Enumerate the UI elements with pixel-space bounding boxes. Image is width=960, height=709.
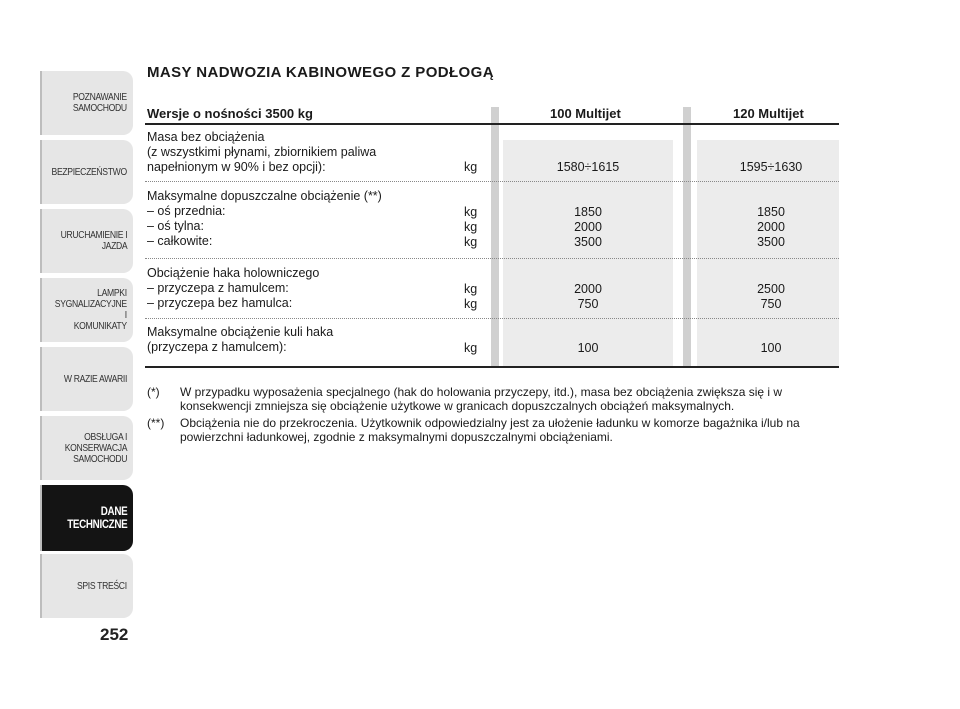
- row-divider: [145, 258, 839, 259]
- footnotes: [147, 385, 847, 447]
- footnote: [147, 416, 847, 444]
- row-label-ball-load: Maksymalne obciążenie kuli haka (przyczepa z hamulcem):: [147, 325, 334, 354]
- row-label-max-load: Maksymalne dopuszczalne obciążenie (**) – oś przednia: – oś tylna: – całkowite:: [147, 189, 382, 248]
- footnote-mark: (**): [147, 416, 165, 430]
- tab-w-razie-awarii[interactable]: [40, 347, 133, 411]
- value-120-max-load: 1850 2000 3500: [757, 205, 785, 249]
- value-100-ball-load: 100: [577, 341, 599, 355]
- column-header-120-multijet: 120 Multijet: [733, 106, 804, 121]
- footnote-text: Obciążenia nie do przekroczenia. Użytkownik odpowiedzialny jest za ułożenie ładunku w komorze bagażnika i/lub na powierzchni ładunkowej, zgodnie z maksymalnymi dopuszczalnymi obciążeniami.: [180, 416, 800, 444]
- row-unit: kg: [464, 160, 478, 174]
- column-header-100-multijet: 100 Multijet: [550, 106, 621, 121]
- row-unit: kg kg: [464, 282, 478, 311]
- value-120-ball-load: 100: [760, 341, 782, 355]
- row-unit: kg kg kg: [464, 205, 478, 249]
- row-label-mass-empty: Masa bez obciążenia (z wszystkimi płynami, zbiornikiem paliwa napełnionym w 90% i bez opcji):: [147, 130, 377, 174]
- tab-label: SPIS TREŚCI: [77, 579, 127, 592]
- tab-obsluga-i-konserwacja[interactable]: [40, 416, 133, 480]
- page-title: MASY NADWOZIA KABINOWEGO Z PODŁOGĄ: [147, 64, 494, 81]
- tab-label: LAMPKI SYGNALIZACYJNE I KOMUNIKATY: [55, 287, 127, 332]
- tab-dane-techniczne[interactable]: [40, 485, 133, 551]
- row-divider: [145, 181, 839, 182]
- value-100-mass-empty: 1580÷1615: [556, 160, 620, 174]
- header-rule: [145, 123, 839, 125]
- row-unit: kg: [464, 341, 478, 355]
- tab-poznawanie-samochodu[interactable]: [40, 71, 133, 135]
- tab-label: POZNAWANIE SAMOCHODU: [73, 91, 127, 114]
- tab-label: BEZPIECZEŃSTWO: [51, 165, 127, 178]
- tab-label: URUCHAMIENIE I JAZDA: [60, 229, 127, 252]
- value-120-mass-empty: 1595÷1630: [739, 160, 803, 174]
- tab-uruchamienie-i-jazda[interactable]: [40, 209, 133, 273]
- value-100-max-load: 1850 2000 3500: [574, 205, 602, 249]
- value-100-towing: 2000 750: [574, 282, 602, 311]
- table-header-label: Wersje o nośności 3500 kg: [147, 106, 313, 121]
- table-bottom-rule: [145, 366, 839, 368]
- tab-lampki-sygnalizacyjne[interactable]: [40, 278, 133, 342]
- footnote: [147, 385, 847, 413]
- tab-spis-tresci[interactable]: [40, 554, 133, 618]
- page-number: 252: [100, 625, 129, 644]
- footnote-text: W przypadku wyposażenia specjalnego (hak do holowania przyczepy, itd.), masa bez obciążenia zwiększa się i w konsekwencji zmniejsza się obciążenie użytkowe w granicach dopuszczalnych obciążeń maksymalnych.: [180, 385, 783, 413]
- tab-label: W RAZIE AWARII: [63, 372, 127, 385]
- tab-label: OBSŁUGA I KONSERWACJA SAMOCHODU: [64, 430, 127, 465]
- value-120-towing: 2500 750: [757, 282, 785, 311]
- tab-bezpieczenstwo[interactable]: [40, 140, 133, 204]
- footnote-mark: (*): [147, 385, 160, 399]
- tab-label: DANE TECHNICZNE: [66, 504, 127, 531]
- row-divider: [145, 318, 839, 319]
- row-label-towing: Obciążenie haka holowniczego – przyczepa z hamulcem: – przyczepa bez hamulca:: [147, 266, 320, 310]
